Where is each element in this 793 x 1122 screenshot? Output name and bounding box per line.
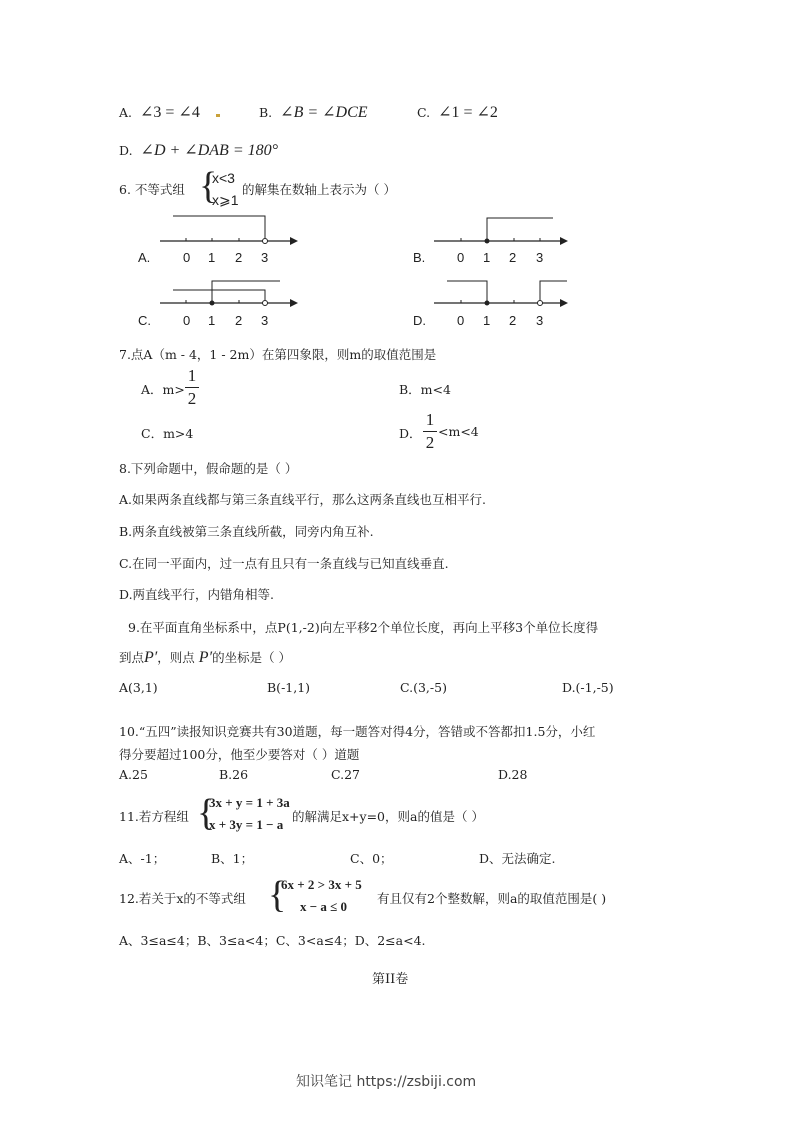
q12-system-line2: x − a ≤ 0 [300, 899, 348, 914]
q11-option-b: B、1； [211, 851, 254, 866]
q11-option-d: D、无法确定. [479, 851, 556, 866]
q7-option-d-label: D． [399, 426, 422, 441]
section-title: 第II卷 [372, 972, 409, 987]
q7-d-fraction-bar [423, 431, 437, 432]
q7-option-d-fraction [423, 410, 437, 453]
q6-b-tick-0: 0 [457, 250, 465, 265]
q11-system-line1: 3x + y = 1 + 3a [209, 795, 290, 810]
q10-option-a: A.25 [119, 767, 148, 782]
q11-system-line2: x + 3y = 1 − a [209, 817, 284, 832]
q5-option-a-math: ∠3 = ∠4 [140, 104, 200, 121]
q6-c-tick-0: 0 [183, 313, 191, 328]
q6-option-c-label: C. [138, 313, 151, 328]
q7-option-b: B．m<4 [399, 382, 451, 397]
q9-line2: 到点P′，则点 P′的坐标是（ ） [119, 649, 292, 666]
q8-option-d: D.两直线平行，内错角相等. [119, 587, 275, 602]
q5-option-d: D. ∠D + ∠DAB = 180° [119, 142, 279, 159]
q7-option-c: C．m>4 [141, 426, 194, 441]
q6-d-tick-0: 0 [457, 313, 465, 328]
q11-stem-suffix: 的解满足x+y=0，则a的值是（ ） [292, 809, 484, 824]
q11-stem-prefix: 11.若方程组 [119, 809, 189, 824]
q6-system-line2: x⩾1 [212, 192, 239, 208]
q11-system-brace: { [197, 792, 216, 834]
q12-system-line1: 6x + 2 > 3x + 5 [281, 877, 362, 892]
q7-d-denominator: 2 [425, 433, 435, 452]
q7-a-numerator: 1 [187, 366, 197, 385]
q5-option-b: B. ∠B = ∠DCE [259, 104, 368, 121]
q6-a-tick-2: 2 [235, 250, 243, 265]
q5-option-b-math: ∠B = ∠DCE [280, 104, 368, 121]
q6-system-line1: x<3 [212, 170, 235, 186]
q8-stem: 8.下列命题中，假命题的是（ ） [119, 461, 298, 476]
q9-option-d: D.(-1,-5) [562, 680, 614, 695]
q5-option-c-math: ∠1 = ∠2 [438, 104, 498, 121]
q12-options: A、3≤a≤4；B、3≤a<4；C、3<a≤4；D、2≤a<4. [119, 933, 426, 948]
q10-option-c: C.27 [331, 767, 360, 782]
q11-option-c: C、0； [350, 851, 393, 866]
q7-a-fraction-bar [185, 387, 199, 388]
q6-b-tick-3: 3 [536, 250, 544, 265]
q8-option-b: B.两条直线被第三条直线所截，同旁内角互补. [119, 524, 374, 539]
q5-option-a: A. ∠3 = ∠4 [119, 104, 200, 121]
q9-option-a: A(3,1) [119, 680, 158, 695]
q10-option-d: D.28 [498, 767, 528, 782]
q7-option-d-tail: <m<4 [438, 424, 479, 439]
q6-option-a-label: A. [138, 250, 151, 265]
q6-b-tick-1: 1 [483, 250, 491, 265]
q6-option-d-label: D. [413, 313, 426, 328]
q9-p-prime-1: P′ [144, 649, 158, 666]
q6-option-b-label: B. [413, 250, 426, 265]
q7-a-denominator: 2 [187, 389, 197, 408]
q5-option-d-math: ∠D + ∠DAB = 180° [140, 142, 279, 159]
q10-line1: 10.“五四”读报知识竞赛共有30道题，每一题答对得4分，答错或不答都扣1.5分，小红 [119, 724, 596, 739]
q7-stem: 7.点A（m - 4，1 - 2m）在第四象限，则m的取值范围是 [119, 347, 437, 362]
q11-option-a: A、-1； [119, 851, 166, 866]
q9-line1: 9.在平面直角坐标系中，点P(1,-2)向左平移2个单位长度，再向上平移3个单位长度得 [128, 620, 599, 635]
q6-d-tick-1: 1 [483, 313, 491, 328]
q6-a-tick-0: 0 [183, 250, 191, 265]
q7-option-a-label: A．m> [141, 382, 185, 397]
q6-c-tick-1: 1 [208, 313, 216, 328]
q12-system-brace: { [268, 874, 287, 916]
q9-option-c: C.(3,-5) [400, 680, 447, 695]
q6-b-tick-2: 2 [509, 250, 517, 265]
q6-c-tick-3: 3 [261, 313, 269, 328]
q8-option-a: A.如果两条直线都与第三条直线平行，那么这两条直线也互相平行. [119, 492, 486, 507]
q6-a-tick-3: 3 [261, 250, 269, 265]
q9-option-b: B(-1,1) [267, 680, 311, 695]
q12-stem-prefix: 12.若关于x的不等式组 [119, 891, 246, 906]
q12-stem-suffix: 有且仅有2个整数解，则a的取值范围是( ) [377, 891, 607, 906]
q6-d-tick-3: 3 [536, 313, 544, 328]
q6-c-tick-2: 2 [235, 313, 243, 328]
q6-system-brace: { [199, 165, 218, 207]
q5-option-c: C. ∠1 = ∠2 [417, 104, 498, 121]
q8-option-c: C.在同一平面内，过一点有且只有一条直线与已知直线垂直. [119, 556, 449, 571]
q6-a-tick-1: 1 [208, 250, 216, 265]
q6-d-tick-2: 2 [509, 313, 517, 328]
footer-watermark[interactable]: 知识笔记 https://zsbiji.com [296, 1074, 477, 1090]
q7-d-numerator: 1 [425, 410, 435, 429]
q6-stem-suffix: 的解集在数轴上表示为（ ） [242, 182, 396, 197]
q10-line2: 得分要超过100分，他至少要答对（ ）道题 [119, 747, 360, 762]
q9-p-prime-2: P′ [198, 649, 213, 666]
q10-option-b: B.26 [219, 767, 249, 782]
q6-stem-prefix: 6. 不等式组 [119, 182, 185, 197]
q7-option-a-fraction [185, 366, 199, 409]
